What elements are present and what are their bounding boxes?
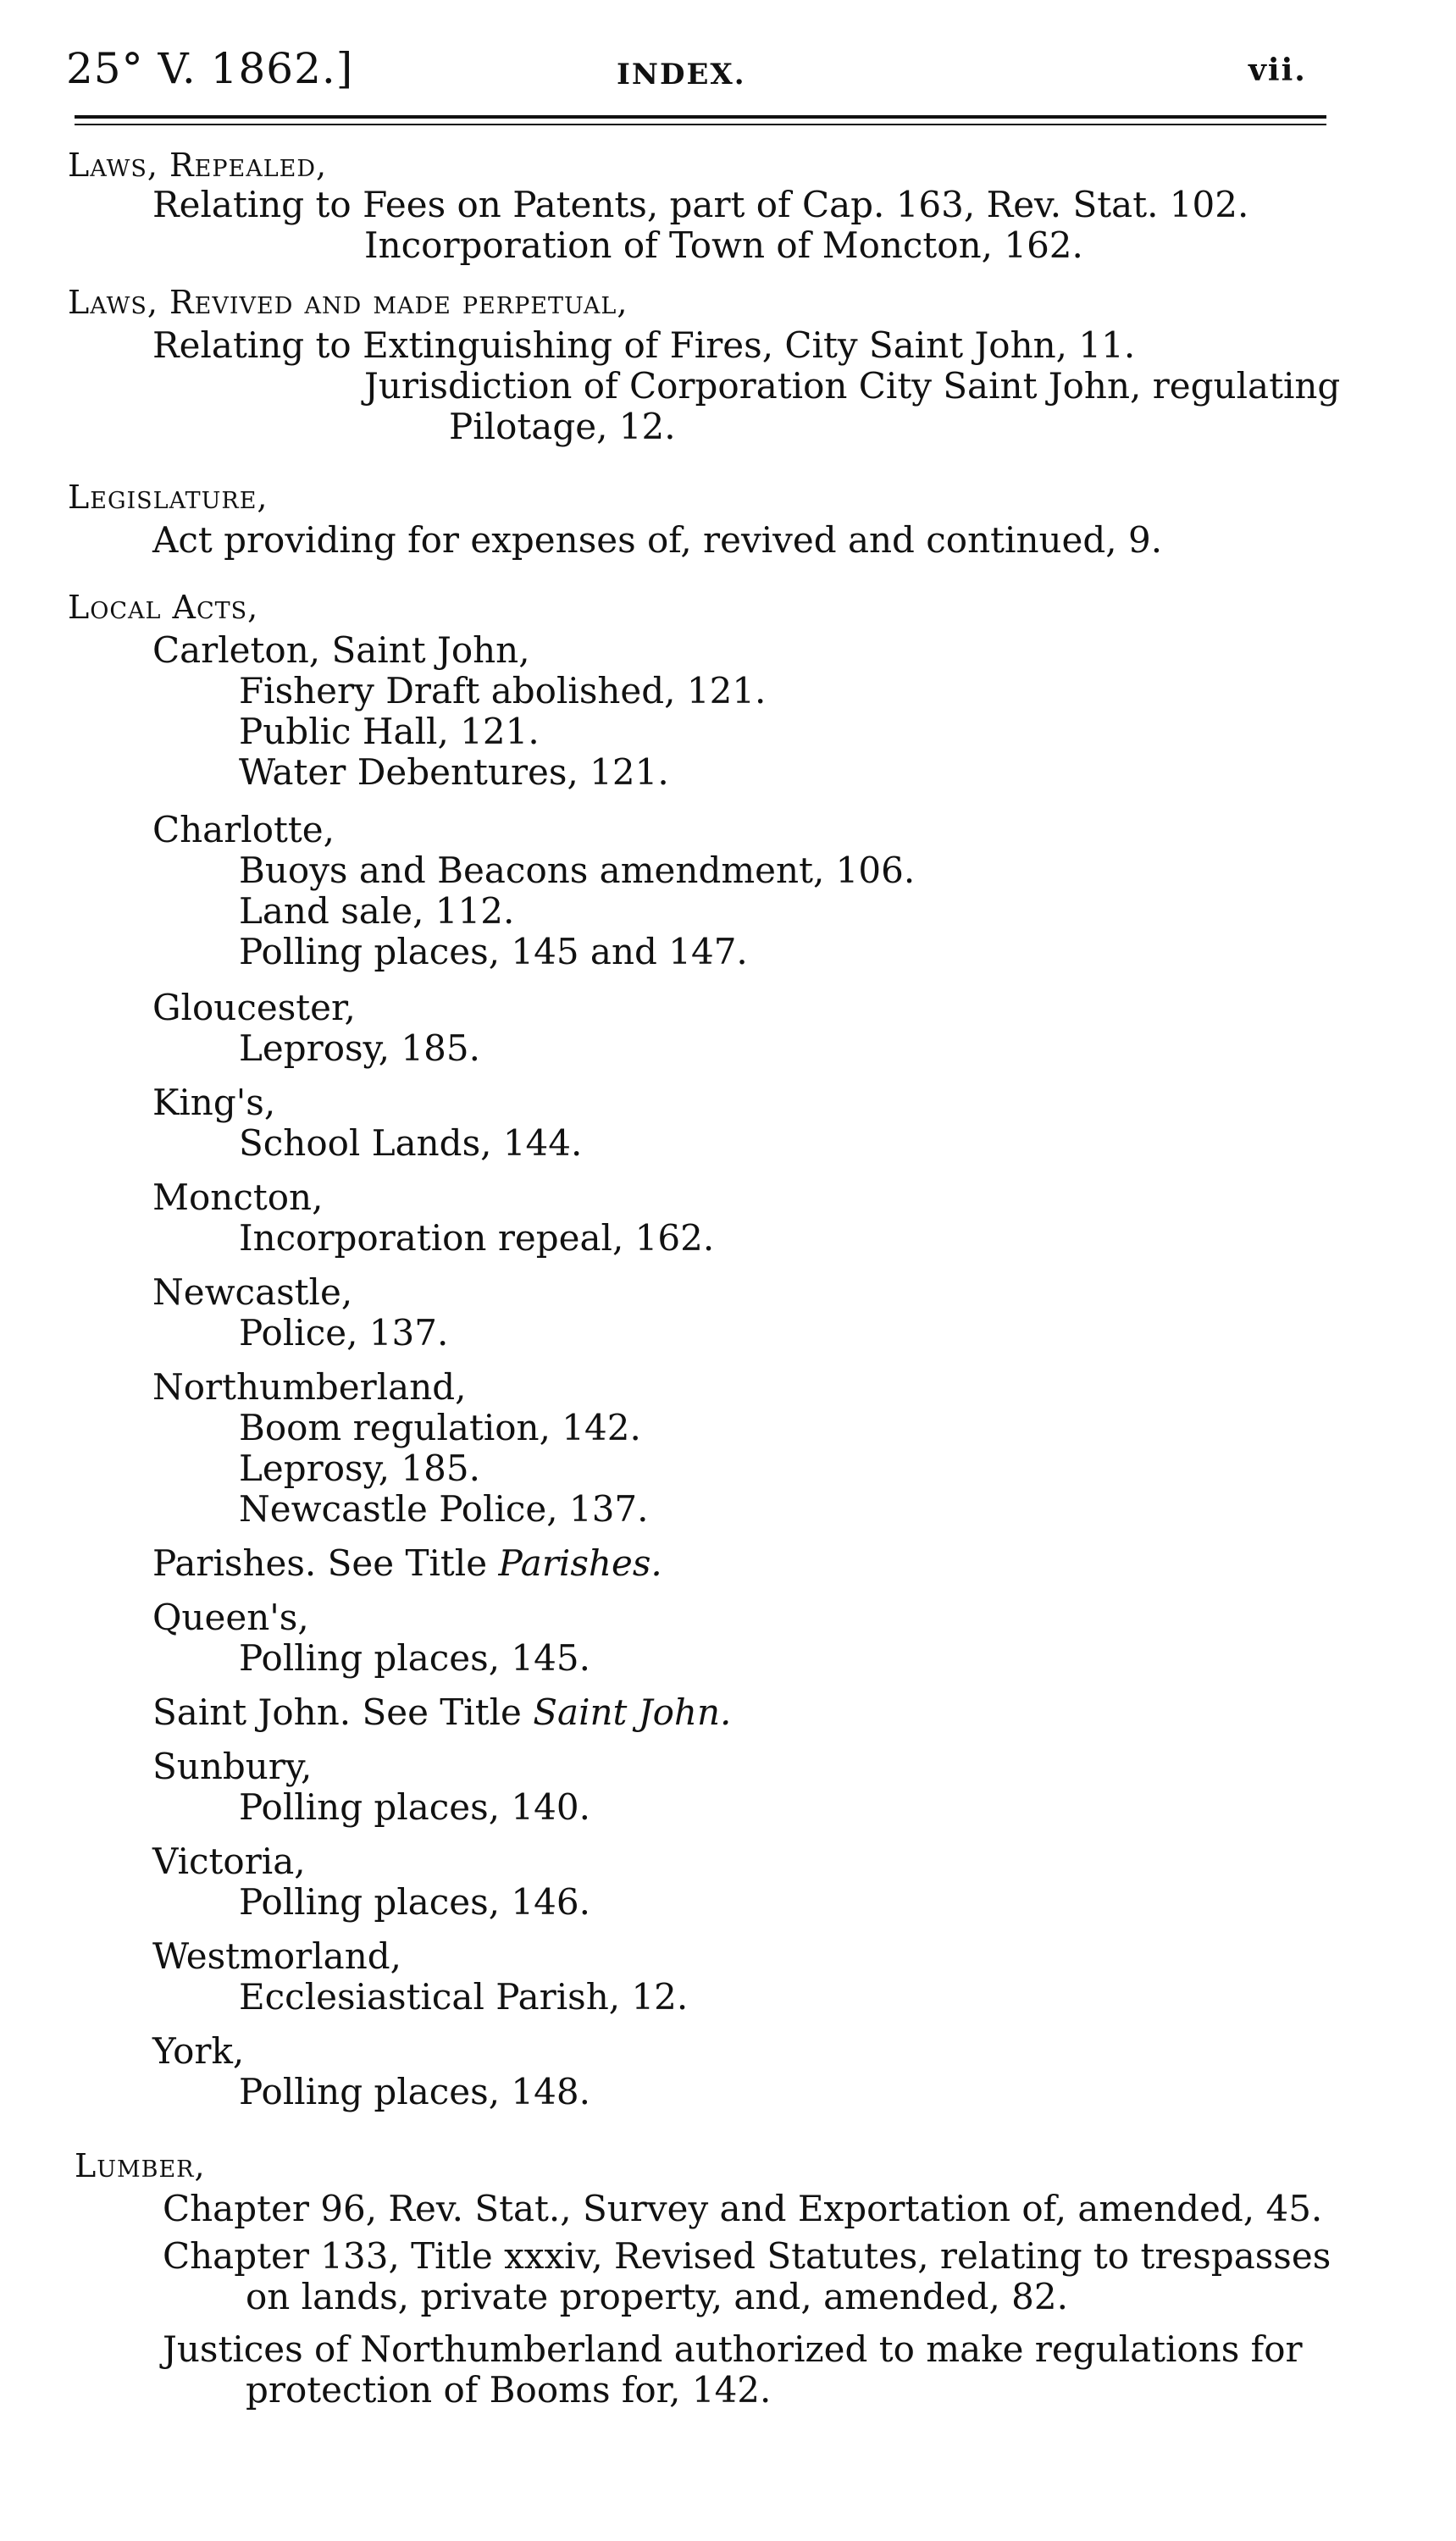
index-line: Polling places, 145.: [239, 1637, 590, 1679]
index-heading-legislature: Legislature,: [68, 479, 269, 516]
index-line: Jurisdiction of Corporation City Saint John, regulating: [364, 365, 1341, 407]
index-line: Incorporation repeal, 162.: [239, 1217, 715, 1259]
index-line: Incorporation of Town of Moncton, 162.: [364, 224, 1083, 266]
index-line: Police, 137.: [239, 1312, 449, 1354]
cross-ref-text: Parishes. See Title: [152, 1542, 499, 1584]
running-head-title: INDEX.: [617, 58, 746, 91]
page-header: [0, 0, 1456, 144]
index-line: Chapter 133, Title xxxiv, Revised Statutes, relating to trespasses: [163, 2235, 1331, 2277]
index-line: Leprosy, 185.: [239, 1448, 480, 1489]
index-line: Water Debentures, 121.: [239, 751, 669, 793]
index-line: Leprosy, 185.: [239, 1027, 480, 1069]
index-subheading: Newcastle,: [152, 1271, 353, 1313]
header-rule-thin: [75, 124, 1326, 125]
index-line: protection of Booms for, 142.: [246, 2369, 772, 2411]
index-heading-lumber: Lumber,: [75, 2147, 206, 2184]
index-line: on lands, private property, and, amended, 82.: [246, 2276, 1068, 2317]
index-line: School Lands, 144.: [239, 1122, 583, 1164]
page-number: vii.: [1248, 53, 1307, 88]
index-line: Polling places, 146.: [239, 1881, 590, 1923]
index-line: Fishery Draft abolished, 121.: [239, 670, 767, 711]
index-cross-reference: [152, 1542, 662, 1584]
header-rule-thick: [75, 115, 1326, 119]
index-line: Boom regulation, 142.: [239, 1407, 641, 1448]
index-line: Polling places, 145 and 147.: [239, 931, 748, 972]
index-line: Buoys and Beacons amendment, 106.: [239, 850, 916, 891]
cross-ref-title: Parishes.: [498, 1542, 662, 1584]
index-subheading: Northumberland,: [152, 1366, 467, 1408]
index-line: Relating to Extinguishing of Fires, City Saint John, 11.: [152, 324, 1136, 366]
index-line: Relating to Fees on Patents, part of Cap. 163, Rev. Stat. 102.: [152, 184, 1249, 225]
index-subheading: Charlotte,: [152, 809, 335, 850]
index-line: Land sale, 112.: [239, 890, 515, 932]
index-line: Polling places, 148.: [239, 2071, 590, 2112]
index-subheading: Gloucester,: [152, 987, 356, 1028]
index-heading-laws-revived: Laws, Revived and made perpetual,: [68, 284, 628, 321]
running-head-left: 25° V. 1862.]: [66, 44, 354, 93]
cross-ref-text: Saint John. See Title: [152, 1691, 534, 1733]
index-line: Polling places, 140.: [239, 1786, 590, 1828]
index-cross-reference: [152, 1691, 731, 1733]
index-subheading: Sunbury,: [152, 1746, 313, 1787]
index-subheading: Victoria,: [152, 1841, 306, 1882]
index-subheading: Moncton,: [152, 1176, 324, 1218]
index-subheading: Westmorland,: [152, 1935, 401, 1977]
index-heading-local-acts: Local Acts,: [68, 589, 259, 626]
index-line: Newcastle Police, 137.: [239, 1488, 649, 1530]
cross-ref-title: Saint John.: [533, 1691, 732, 1733]
index-line: Chapter 96, Rev. Stat., Survey and Exportation of, amended, 45.: [163, 2188, 1323, 2229]
index-line: Justices of Northumberland authorized to make regulations for: [163, 2328, 1303, 2370]
index-subheading: Carleton, Saint John,: [152, 629, 530, 671]
index-line: Pilotage, 12.: [449, 406, 676, 447]
index-heading-laws-repealed: Laws, Repealed,: [68, 147, 328, 184]
index-line: Ecclesiastical Parish, 12.: [239, 1976, 689, 2018]
index-subheading: Queen's,: [152, 1597, 309, 1638]
index-line: Act providing for expenses of, revived and continued, 9.: [152, 519, 1163, 561]
index-subheading: York,: [152, 2030, 245, 2072]
index-subheading: King's,: [152, 1082, 276, 1123]
index-line: Public Hall, 121.: [239, 711, 540, 752]
